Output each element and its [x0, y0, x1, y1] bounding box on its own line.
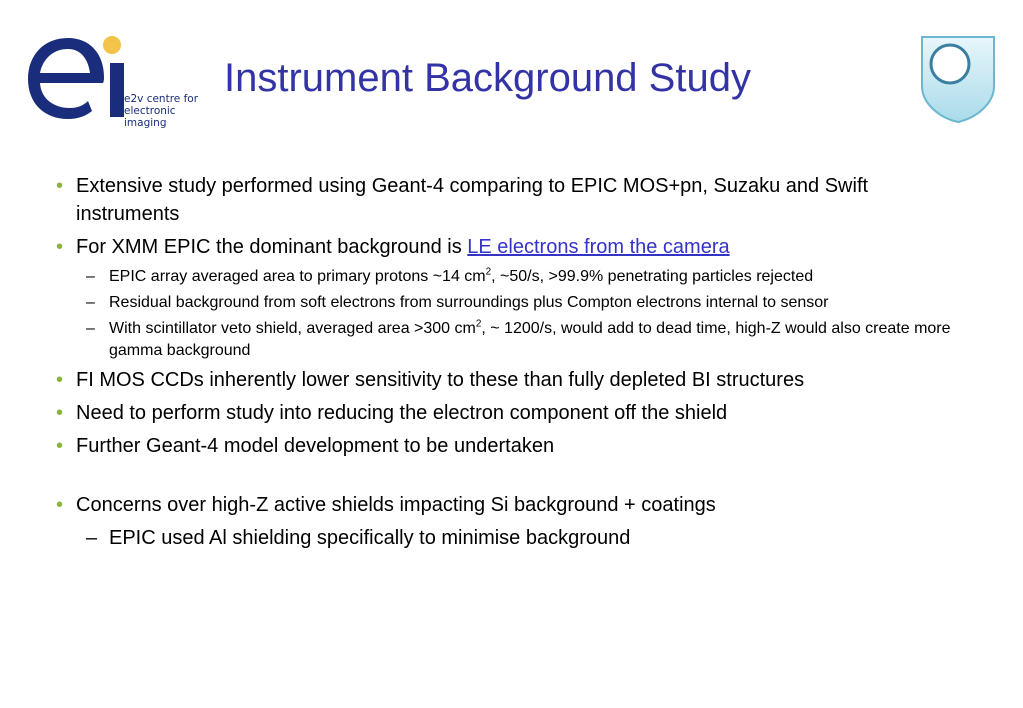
bullet-list	[56, 172, 956, 557]
ei-tagline-line1: e2v centre for	[124, 93, 199, 105]
list-item	[56, 233, 956, 261]
bullet-marker: •	[56, 402, 64, 424]
sub-bullet-text: , ~50/s, >99.9% penetrating particles rejected	[491, 268, 814, 285]
dash-marker: –	[86, 320, 95, 337]
bullet-text: For XMM EPIC the dominant background is	[76, 236, 468, 258]
bullet-text: FI MOS CCDs inherently lower sensitivity to these than fully depleted BI structures	[76, 369, 805, 391]
sub-list-item	[56, 524, 956, 552]
superscript: 2	[475, 318, 482, 330]
dash-marker: –	[86, 527, 98, 549]
list-item	[56, 432, 956, 460]
bullet-text: Concerns over high-Z active shields impacting Si background + coatings	[76, 494, 716, 516]
open-university-logo	[918, 34, 998, 124]
ei-logo	[26, 33, 208, 129]
sub-bullet-text: Residual background from soft electrons from surroundings plus Compton electrons internal to sensor	[109, 294, 829, 311]
bullet-marker: •	[56, 494, 64, 516]
bullet-text: Further Geant-4 model development to be undertaken	[76, 435, 555, 457]
sub-bullet-text: , ~ 1200/s, would add to dead time, high-Z would also create more gamma background	[109, 320, 951, 359]
dash-marker: –	[86, 294, 95, 311]
list-item	[56, 366, 956, 394]
ei-tagline-line2: electronic imaging	[124, 105, 176, 129]
sub-list-item	[56, 318, 956, 362]
bullet-marker: •	[56, 435, 64, 457]
list-item	[56, 491, 956, 519]
list-item	[56, 399, 956, 427]
shield-icon	[918, 34, 998, 124]
bullet-text: Extensive study performed using Geant-4 comparing to EPIC MOS+pn, Suzaku and Swift instruments	[76, 175, 869, 225]
sub-list-item	[56, 266, 956, 288]
sub-list-item	[56, 292, 956, 314]
bullet-text: Need to perform study into reducing the electron component off the shield	[76, 402, 728, 424]
dash-marker: –	[86, 268, 95, 285]
list-item	[56, 172, 956, 228]
le-electrons-link[interactable]: LE electrons from the camera	[467, 236, 730, 258]
superscript: 2	[485, 266, 492, 278]
sub-bullet-text: EPIC used Al shielding specifically to minimise background	[109, 527, 631, 549]
sub-bullet-text: EPIC array averaged area to primary protons ~14 cm	[109, 268, 486, 285]
spacer	[56, 465, 956, 491]
sub-bullet-text: With scintillator veto shield, averaged area >300 cm	[109, 320, 476, 337]
bullet-marker: •	[56, 369, 64, 391]
bullet-marker: •	[56, 236, 64, 258]
bullet-marker: •	[56, 175, 64, 197]
ei-tagline	[124, 93, 214, 129]
page-title: Instrument Background Study	[224, 56, 751, 100]
